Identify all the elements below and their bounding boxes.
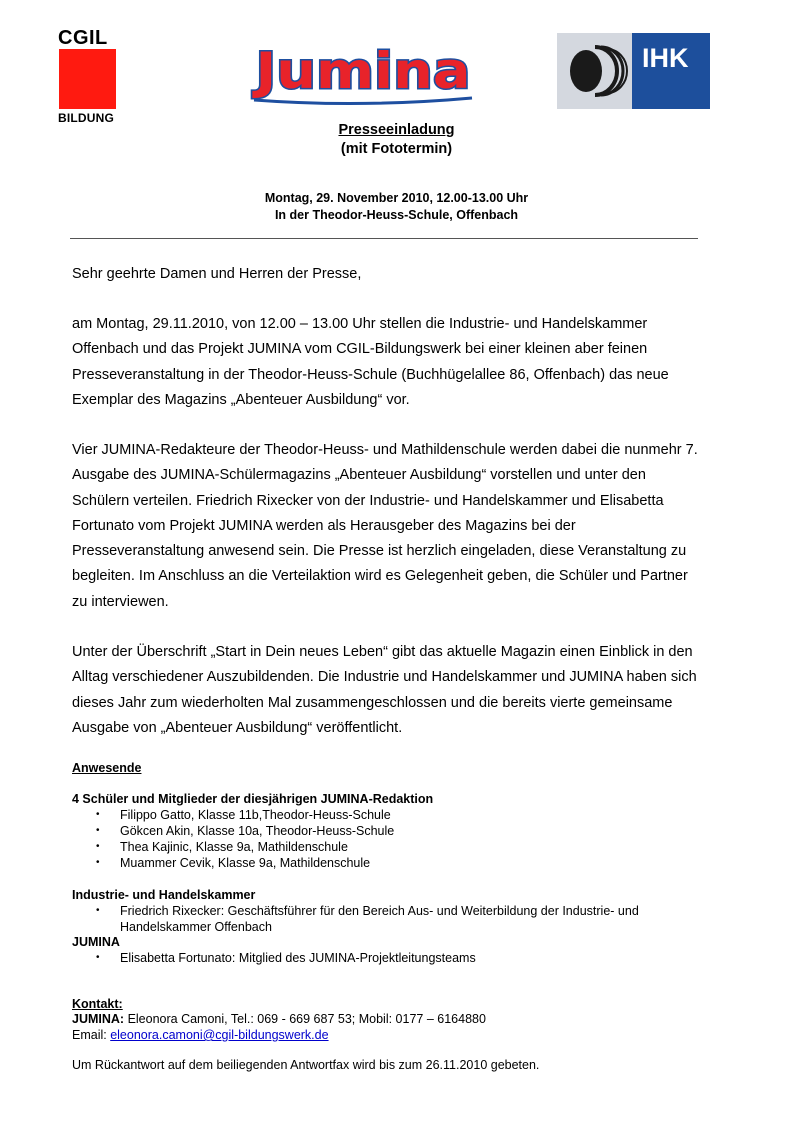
cgil-bildung-logo <box>58 28 118 126</box>
document-title-block <box>0 121 793 159</box>
event-place: In der Theodor-Heuss-Schule, Offenbach <box>274 208 519 222</box>
header-divider <box>70 238 698 239</box>
list-item: • Friedrich Rixecker: Geschäftsführer für den Bereich Aus- und Weiterbildung der Industrie- und Handelskammer Offenbach <box>72 903 682 935</box>
contact-phone-info: Eleonora Camoni, Tel.: 069 - 669 687 53; Mobil: 0177 – 6164880 <box>124 1012 486 1026</box>
list-item: • Filippo Gatto, Klasse 11b,Theodor-Heuss-Schule <box>72 807 712 823</box>
attendees-heading: Anwesende <box>72 761 142 775</box>
paragraph-1: am Montag, 29.11.2010, von 12.00 – 13.00 Uhr stellen die Industrie- und Handelskammer Offenbach und das Projekt JUMINA vom CGIL-Bildungswerk bei einer kleinen aber feinen Presseveranstaltung in der Theodor-Heuss-Schule (Buchhügelallee 86, Offenbach) das neue Exemplar des Magazins „Abenteuer Ausbildung“ vor. <box>72 316 669 408</box>
jumina-logo <box>250 42 475 108</box>
document-subtitle: (mit Fototermin) <box>340 141 453 157</box>
list-item: • Muammer Cevik, Klasse 9a, Mathildenschule <box>72 855 712 871</box>
reply-note: Um Rückantwort auf dem beiliegenden Antwortfax wird bis zum 26.11.2010 gebeten. <box>72 1058 540 1072</box>
contact-heading: Kontakt: <box>72 997 123 1011</box>
ihk-logo-emblem-panel <box>557 33 632 109</box>
contact-email-label: Email: <box>72 1028 111 1042</box>
contact-details <box>72 1011 712 1027</box>
cgil-logo-subtext: BILDUNG <box>58 111 115 125</box>
cgil-logo-text: CGIL <box>58 27 108 49</box>
attendee-group-title-jumina: JUMINA <box>72 935 120 949</box>
list-item: • Elisabetta Fortunato: Mitglied des JUMINA-Projektleitungsteams <box>72 950 712 966</box>
attendee-list-students <box>72 807 712 871</box>
paragraph-3: Unter der Überschrift „Start in Dein neues Leben“ gibt das aktuelle Magazin einen Einblick in den Alltag verschiedener Auszubildenden. Die Industrie und Handelskammer und JUMINA haben sich dieses Jahr zum wiederholten Mal zusammengeschlossen und die bereits vierte gemeinsame Ausgabe von „Abenteuer Ausbildung“ veröffentlicht. <box>72 644 697 736</box>
ihk-logo <box>557 33 710 109</box>
list-item: • Thea Kajinic, Klasse 9a, Mathildenschule <box>72 839 712 855</box>
attendee-group-title-ihk: Industrie- und Handelskammer <box>72 888 256 902</box>
cgil-logo-red-square <box>59 49 116 109</box>
contact-org-label: JUMINA: <box>72 1012 125 1026</box>
contact-email-link[interactable]: eleonora.camoni@cgil-bildungswerk.de <box>110 1028 329 1042</box>
ihk-arcs-icon <box>557 33 632 109</box>
ihk-logo-text: IHK <box>642 43 689 73</box>
attendee-list-jumina <box>72 950 712 966</box>
event-info <box>0 190 793 224</box>
svg-text:Jumina: Jumina <box>252 42 471 100</box>
paragraph-2: Vier JUMINA-Redakteure der Theodor-Heuss- und Mathildenschule werden dabei die nunmehr 7. Ausgabe des JUMINA-Schülermagazins „Abenteuer Ausbildung“ vorstellen und unter den Schülern verteilen. Friedrich Rixecker von der Industrie- und Handelskammer und Elisabetta Fortunato vom Projekt JUMINA werden als Herausgeber des Magazins bei der Presseveranstaltung anwesend sein. Die Presse ist herzlich eingeladen, diese Veranstaltung zu begleiten. Im Anschluss an die Verteilaktion wird es Gelegenheit geben, die Schüler und Partner zu interviewen. <box>72 442 698 610</box>
contact-email-line <box>72 1027 712 1043</box>
event-date: Montag, 29. November 2010, 12.00-13.00 Uhr <box>264 191 529 205</box>
attendee-list-ihk <box>72 903 682 935</box>
document-title: Presseeinladung <box>338 122 455 138</box>
attendee-group-title-students: 4 Schüler und Mitglieder der diesjährigen JUMINA-Redaktion <box>72 792 434 806</box>
list-item: • Gökcen Akin, Klasse 10a, Theodor-Heuss-Schule <box>72 823 712 839</box>
salutation: Sehr geehrte Damen und Herren der Presse, <box>72 266 362 282</box>
